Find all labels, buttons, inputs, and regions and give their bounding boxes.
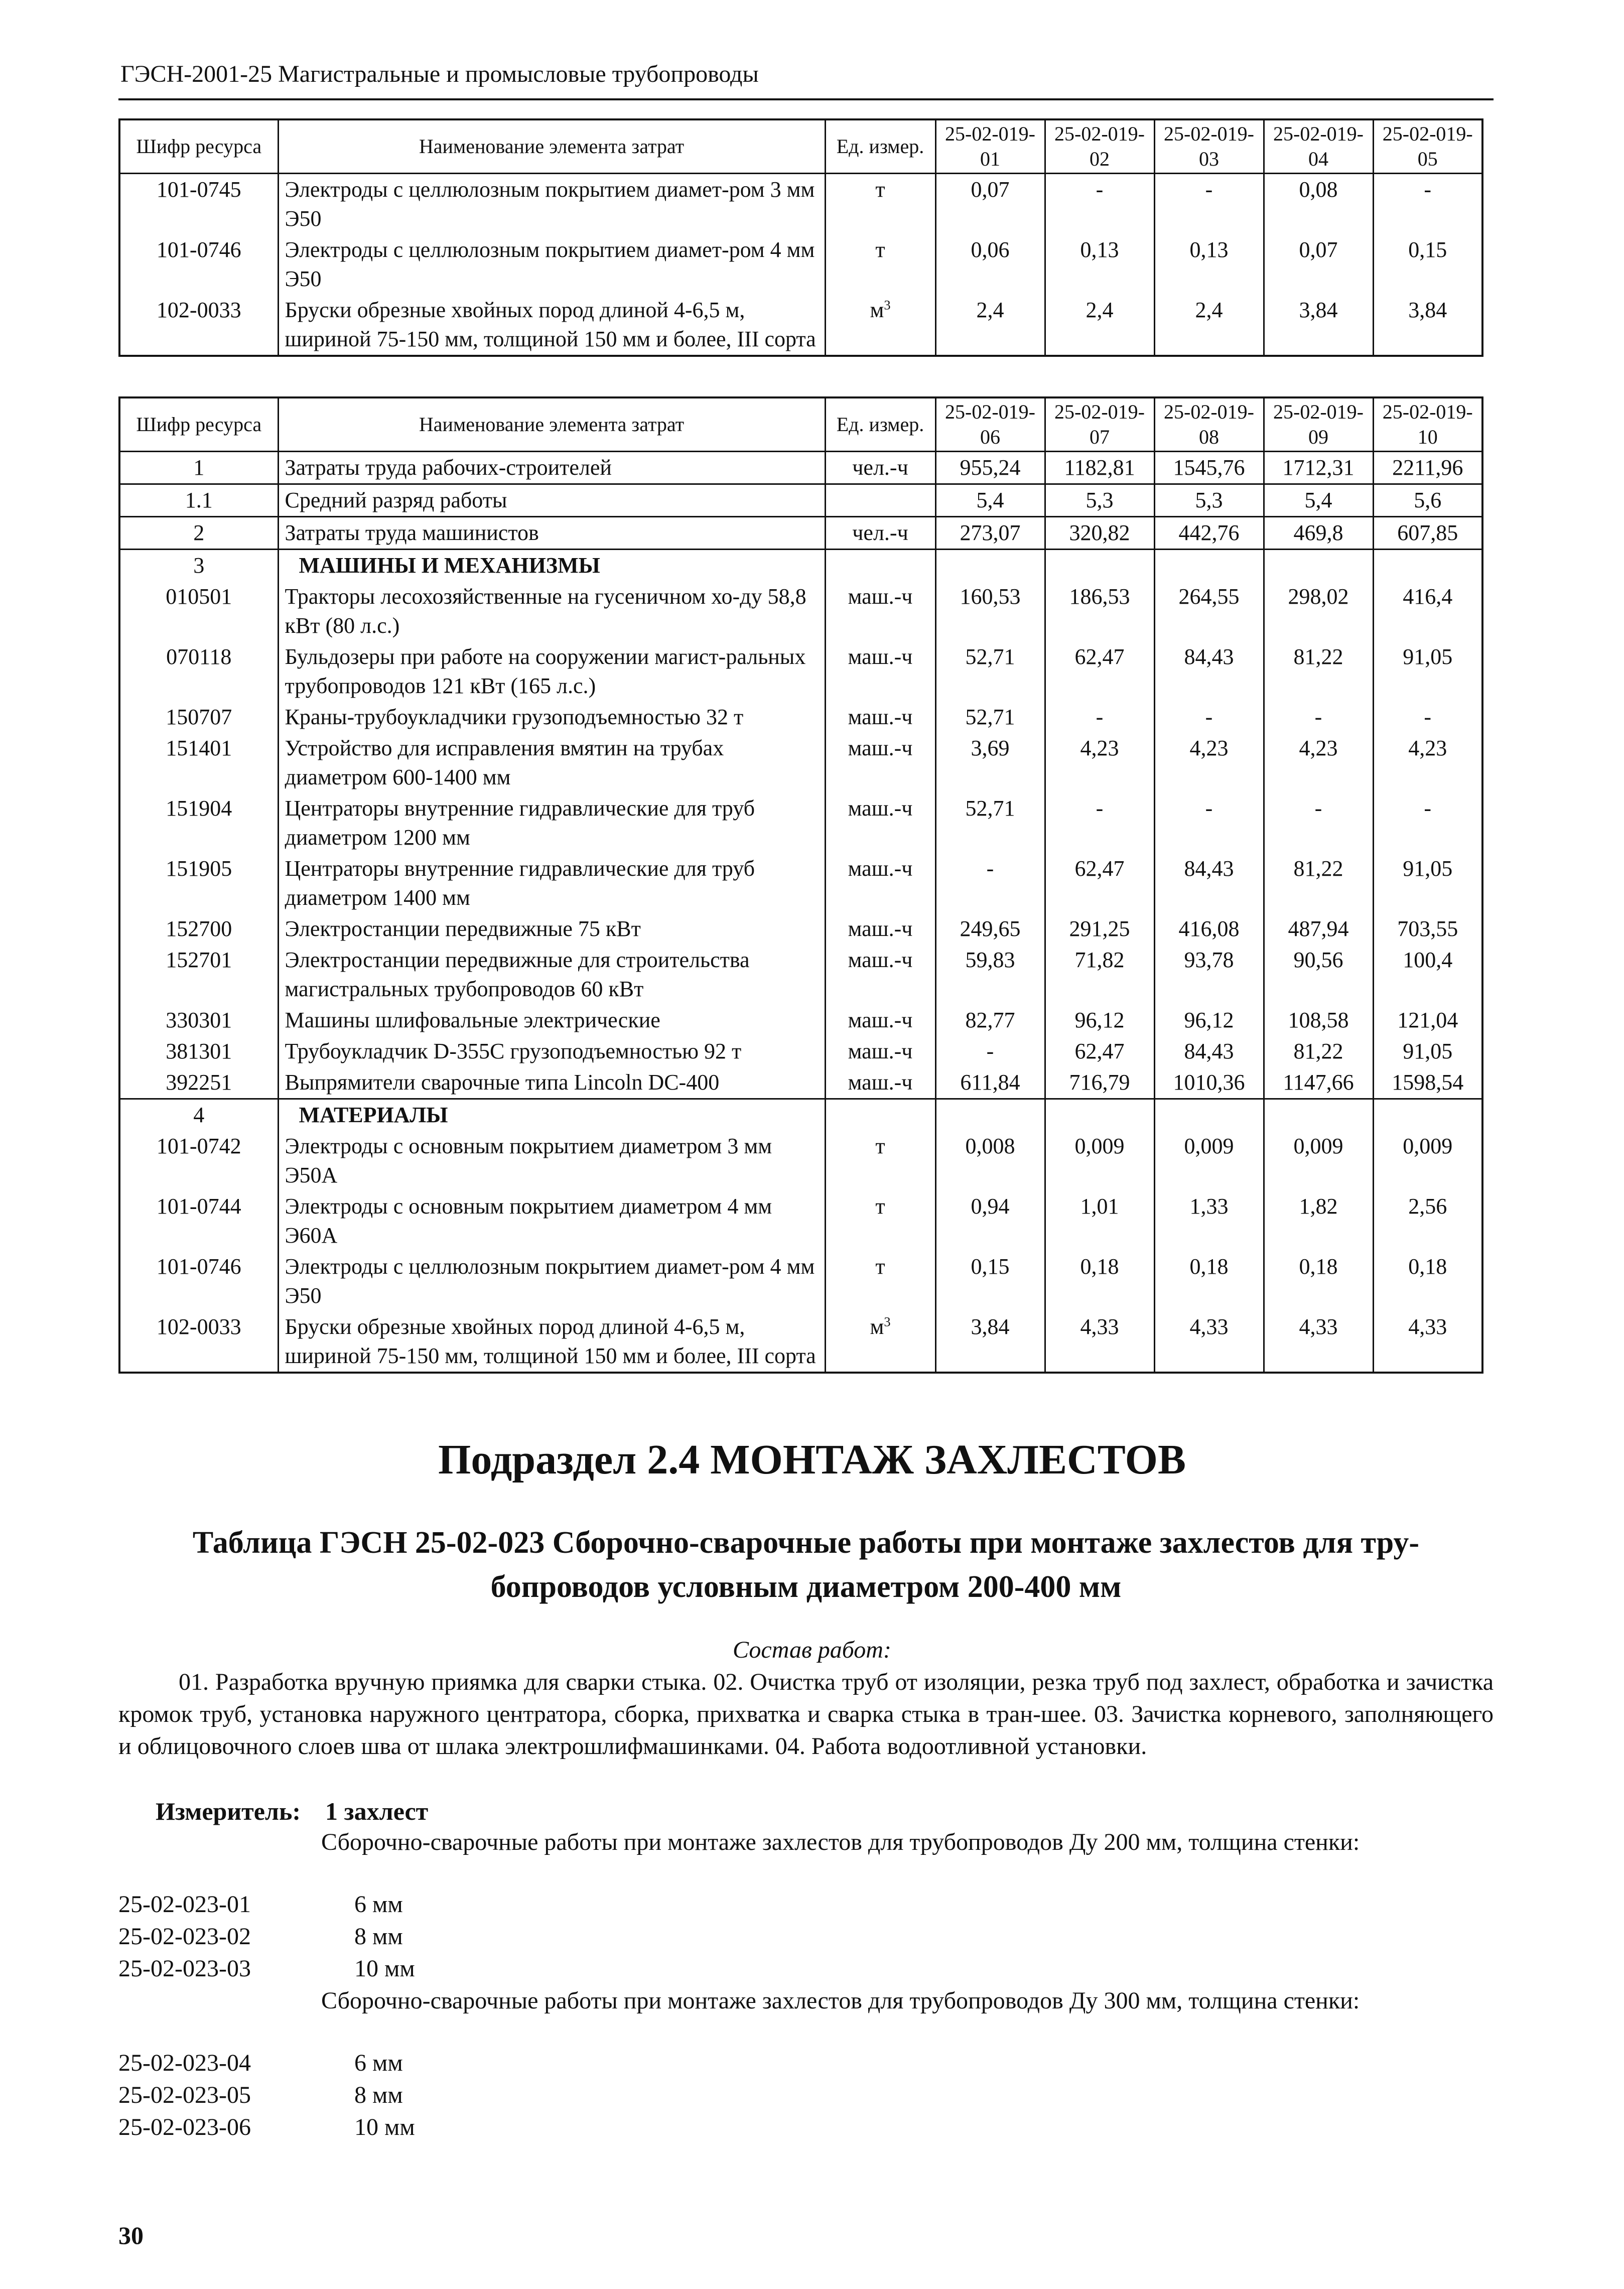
unit-cell — [825, 733, 935, 793]
value-cell: 320,82 — [1045, 517, 1154, 550]
resource-name: Тракторы лесохозяйственные на гусеничном хо-ду 58,8 кВт (80 л.с.) — [278, 581, 825, 641]
resource-name: Электростанции передвижные 75 кВт — [278, 913, 825, 945]
unit-text: маш.-ч — [848, 948, 913, 972]
table-row — [119, 1311, 1482, 1373]
empty-cell — [1154, 1099, 1264, 1131]
resource-table-1 — [118, 118, 1483, 357]
section-row — [119, 550, 1482, 582]
value-cell: 71,82 — [1045, 945, 1154, 1005]
value-cell: 4,23 — [1154, 733, 1264, 793]
work-code: 25-02-023-03 — [118, 1955, 251, 1982]
table-row — [119, 452, 1482, 484]
value-cell: 52,71 — [935, 793, 1045, 853]
table-row — [119, 484, 1482, 517]
running-header: ГЭСН-2001-25 Магистральные и промысловые трубопроводы — [120, 61, 759, 87]
resource-name: Электроды с целлюлозным покрытием диамет-ром 4 мм Э50 — [278, 234, 825, 295]
empty-cell — [1264, 1099, 1373, 1131]
resource-name: Центраторы внутренние гидравлические для труб диаметром 1200 мм — [278, 793, 825, 853]
value-cell: - — [1045, 702, 1154, 733]
unit-text: т — [875, 237, 885, 262]
resource-code: 330301 — [119, 1005, 278, 1036]
unit-superscript: 3 — [884, 297, 891, 313]
value-cell: 273,07 — [935, 517, 1045, 550]
value-cell: - — [1154, 174, 1264, 235]
unit-text: маш.-ч — [848, 644, 913, 669]
work-code-label: 6 мм — [354, 2050, 403, 2076]
value-cell: 3,69 — [935, 733, 1045, 793]
unit-cell — [825, 1311, 935, 1373]
value-cell: 0,08 — [1264, 174, 1373, 235]
value-cell: 0,06 — [935, 234, 1045, 295]
work-group-description: Сборочно-сварочные работы при монтаже захлестов для трубопроводов Ду 300 мм, толщина стенки: — [321, 1987, 1360, 2014]
value-cell: 108,58 — [1264, 1005, 1373, 1036]
header-cell: 25-02-019-02 — [1045, 119, 1154, 174]
value-cell: 4,33 — [1264, 1311, 1373, 1373]
unit-cell — [825, 1131, 935, 1191]
empty-cell — [935, 1099, 1045, 1131]
table-row — [119, 641, 1482, 702]
value-cell: 82,77 — [935, 1005, 1045, 1036]
work-code-item — [118, 2080, 403, 2111]
subsection-title: Подраздел 2.4 МОНТАЖ ЗАХЛЕСТОВ — [438, 1436, 1186, 1483]
value-cell: 90,56 — [1264, 945, 1373, 1005]
resource-name: Электроды с целлюлозным покрытием диамет-ром 3 мм Э50 — [278, 174, 825, 235]
resource-code: 150707 — [119, 702, 278, 733]
value-cell: 607,85 — [1373, 517, 1482, 550]
resource-code: 102-0033 — [119, 1311, 278, 1373]
value-cell: 0,13 — [1045, 234, 1154, 295]
unit-text: маш.-ч — [848, 916, 913, 941]
table-row — [119, 234, 1482, 295]
resource-name: Затраты труда машинистов — [278, 517, 825, 550]
unit-text: маш.-ч — [848, 705, 913, 729]
resource-code: 101-0744 — [119, 1191, 278, 1251]
value-cell: 91,05 — [1373, 641, 1482, 702]
value-cell: - — [1373, 793, 1482, 853]
empty-cell — [1045, 550, 1154, 582]
header-cell: Шифр ресурса — [119, 397, 278, 452]
value-cell: 0,009 — [1264, 1131, 1373, 1191]
value-cell: - — [1154, 793, 1264, 853]
unit-cell — [825, 295, 935, 356]
value-cell: 2,4 — [935, 295, 1045, 356]
work-code-label: 10 мм — [354, 2114, 415, 2140]
value-cell: 52,71 — [935, 702, 1045, 733]
resource-code: 1.1 — [119, 484, 278, 517]
work-code-item — [118, 1889, 403, 1920]
resource-name: Устройство для исправления вмятин на трубах диаметром 600-1400 мм — [278, 733, 825, 793]
resource-code: 101-0746 — [119, 1251, 278, 1311]
work-code-label: 10 мм — [354, 1955, 415, 1982]
resource-code: 010501 — [119, 581, 278, 641]
resource-code: 102-0033 — [119, 295, 278, 356]
value-cell: 4,23 — [1373, 733, 1482, 793]
value-cell: 611,84 — [935, 1067, 1045, 1099]
table-row — [119, 1191, 1482, 1251]
table-row — [119, 913, 1482, 945]
value-cell: 487,94 — [1264, 913, 1373, 945]
table-row — [119, 945, 1482, 1005]
value-cell: 4,33 — [1373, 1311, 1482, 1373]
resource-name: Бульдозеры при работе на сооружении магист-ральных трубопроводов 121 кВт (165 л.с.) — [278, 641, 825, 702]
value-cell: 5,3 — [1045, 484, 1154, 517]
table-row — [119, 1005, 1482, 1036]
value-cell: 160,53 — [935, 581, 1045, 641]
value-cell: 716,79 — [1045, 1067, 1154, 1099]
unit-text: маш.-ч — [848, 796, 913, 821]
unit-cell — [825, 945, 935, 1005]
table-header-row — [119, 119, 1482, 174]
resource-code: 152700 — [119, 913, 278, 945]
value-cell: 3,84 — [1373, 295, 1482, 356]
unit-text: чел.-ч — [852, 455, 908, 480]
header-cell: 25-02-019-07 — [1045, 397, 1154, 452]
value-cell: 4,23 — [1045, 733, 1154, 793]
value-cell: 416,4 — [1373, 581, 1482, 641]
header-cell: Шифр ресурса — [119, 119, 278, 174]
value-cell: 3,84 — [1264, 295, 1373, 356]
value-cell: - — [1045, 174, 1154, 235]
empty-cell — [1045, 1099, 1154, 1131]
work-code-item — [118, 2112, 415, 2143]
value-cell: 4,33 — [1154, 1311, 1264, 1373]
section-title: МАТЕРИАЛЫ — [278, 1099, 825, 1131]
table-title: Таблица ГЭСН 25-02-023 Сборочно-сварочные работы при монтаже захлестов для тру-бопроводов условным диаметром 200-400 мм — [192, 1526, 1420, 1604]
empty-cell — [1154, 550, 1264, 582]
resource-table-2 — [118, 396, 1483, 1374]
resource-code: 151401 — [119, 733, 278, 793]
resource-name: Электроды с основным покрытием диаметром 3 мм Э50А — [278, 1131, 825, 1191]
work-code-item — [118, 2048, 403, 2079]
table-row — [119, 295, 1482, 356]
value-cell: 59,83 — [935, 945, 1045, 1005]
resource-name: Бруски обрезные хвойных пород длиной 4-6,5 м, шириной 75-150 мм, толщиной 150 мм и более, III сорта — [278, 1311, 825, 1373]
table-row — [119, 702, 1482, 733]
unit-text: т — [875, 1194, 885, 1219]
resource-code: 2 — [119, 517, 278, 550]
value-cell: 1182,81 — [1045, 452, 1154, 484]
section-row — [119, 1099, 1482, 1131]
resource-name: Электроды с целлюлозным покрытием диамет-ром 4 мм Э50 — [278, 1251, 825, 1311]
unit-cell — [825, 853, 935, 913]
header-cell: Наименование элемента затрат — [278, 397, 825, 452]
value-cell: 298,02 — [1264, 581, 1373, 641]
table-header-row — [119, 397, 1482, 452]
header-cell: Наименование элемента затрат — [278, 119, 825, 174]
work-group-description: Сборочно-сварочные работы при монтаже захлестов для трубопроводов Ду 200 мм, толщина стенки: — [321, 1829, 1360, 1855]
value-cell: 0,15 — [935, 1251, 1045, 1311]
value-cell: 1010,36 — [1154, 1067, 1264, 1099]
unit-cell — [825, 484, 935, 517]
unit-cell — [825, 174, 935, 235]
value-cell: 0,07 — [1264, 234, 1373, 295]
value-cell: 5,4 — [935, 484, 1045, 517]
table-row — [119, 1067, 1482, 1099]
value-cell: 84,43 — [1154, 1036, 1264, 1067]
resource-name: Затраты труда рабочих-строителей — [278, 452, 825, 484]
unit-text: маш.-ч — [848, 1039, 913, 1063]
value-cell: - — [1264, 793, 1373, 853]
value-cell: 0,18 — [1154, 1251, 1264, 1311]
value-cell: 291,25 — [1045, 913, 1154, 945]
resource-code: 101-0745 — [119, 174, 278, 235]
header-cell: 25-02-019-03 — [1154, 119, 1264, 174]
header-cell: 25-02-019-01 — [935, 119, 1045, 174]
resource-code: 3 — [119, 550, 278, 582]
value-cell: 4,33 — [1045, 1311, 1154, 1373]
unit-cell — [825, 234, 935, 295]
work-code-item — [118, 1921, 403, 1952]
resource-code: 152701 — [119, 945, 278, 1005]
unit-cell — [825, 1191, 935, 1251]
unit-superscript: 3 — [884, 1314, 891, 1329]
work-code-label: 6 мм — [354, 1891, 403, 1918]
value-cell: 0,008 — [935, 1131, 1045, 1191]
value-cell: 81,22 — [1264, 853, 1373, 913]
work-code: 25-02-023-01 — [118, 1891, 251, 1918]
value-cell: 0,94 — [935, 1191, 1045, 1251]
resource-name: Центраторы внутренние гидравлические для труб диаметром 1400 мм — [278, 853, 825, 913]
value-cell: 62,47 — [1045, 641, 1154, 702]
unit-cell — [825, 1036, 935, 1067]
value-cell: 121,04 — [1373, 1005, 1482, 1036]
value-cell: 5,4 — [1264, 484, 1373, 517]
value-cell: 91,05 — [1373, 1036, 1482, 1067]
unit-text: чел.-ч — [852, 520, 908, 545]
table-row — [119, 793, 1482, 853]
value-cell: - — [935, 853, 1045, 913]
value-cell: - — [1373, 702, 1482, 733]
header-rule — [118, 98, 1494, 100]
measure-line — [156, 1797, 428, 1826]
unit-cell — [825, 517, 935, 550]
value-cell: 1,82 — [1264, 1191, 1373, 1251]
table-row — [119, 1036, 1482, 1067]
work-code: 25-02-023-06 — [118, 2114, 251, 2140]
value-cell: - — [1264, 702, 1373, 733]
resource-code: 381301 — [119, 1036, 278, 1067]
value-cell: 0,009 — [1045, 1131, 1154, 1191]
resource-name: Электростанции передвижные для строительства магистральных трубопроводов 60 кВт — [278, 945, 825, 1005]
empty-cell — [825, 550, 935, 582]
resource-name: Средний разряд работы — [278, 484, 825, 517]
resource-code: 4 — [119, 1099, 278, 1131]
header-cell: 25-02-019-08 — [1154, 397, 1264, 452]
header-cell: 25-02-019-09 — [1264, 397, 1373, 452]
value-cell: 249,65 — [935, 913, 1045, 945]
measure-label: Измеритель: — [156, 1797, 301, 1825]
unit-cell — [825, 1067, 935, 1099]
empty-cell — [935, 550, 1045, 582]
value-cell: 93,78 — [1154, 945, 1264, 1005]
unit-cell — [825, 581, 935, 641]
header-cell: 25-02-019-06 — [935, 397, 1045, 452]
table-row — [119, 581, 1482, 641]
unit-cell — [825, 1005, 935, 1036]
value-cell: 0,009 — [1373, 1131, 1482, 1191]
value-cell: - — [1154, 702, 1264, 733]
value-cell: 91,05 — [1373, 853, 1482, 913]
value-cell: 62,47 — [1045, 853, 1154, 913]
value-cell: 62,47 — [1045, 1036, 1154, 1067]
value-cell: 1147,66 — [1264, 1067, 1373, 1099]
value-cell: 0,18 — [1264, 1251, 1373, 1311]
value-cell: 96,12 — [1045, 1005, 1154, 1036]
unit-cell — [825, 1251, 935, 1311]
table-row — [119, 1131, 1482, 1191]
value-cell: 0,15 — [1373, 234, 1482, 295]
unit-cell — [825, 913, 935, 945]
table-row — [119, 174, 1482, 235]
value-cell: 96,12 — [1154, 1005, 1264, 1036]
value-cell: 703,55 — [1373, 913, 1482, 945]
value-cell: 5,3 — [1154, 484, 1264, 517]
value-cell: 186,53 — [1045, 581, 1154, 641]
value-cell: 442,76 — [1154, 517, 1264, 550]
unit-text: маш.-ч — [848, 1070, 913, 1095]
resource-name: Трубоукладчик D-355C грузоподъемностью 92 т — [278, 1036, 825, 1067]
value-cell: 1,01 — [1045, 1191, 1154, 1251]
measure-value: 1 захлест — [325, 1797, 429, 1825]
unit-cell — [825, 702, 935, 733]
value-cell: 84,43 — [1154, 853, 1264, 913]
resource-name: Машины шлифовальные электрические — [278, 1005, 825, 1036]
empty-cell — [1264, 550, 1373, 582]
table-row — [119, 853, 1482, 913]
unit-text: маш.-ч — [848, 856, 913, 881]
work-code: 25-02-023-04 — [118, 2050, 251, 2076]
value-cell: 0,13 — [1154, 234, 1264, 295]
section-title: МАШИНЫ И МЕХАНИЗМЫ — [278, 550, 825, 582]
unit-text: т — [875, 177, 885, 202]
value-cell: 0,18 — [1045, 1251, 1154, 1311]
work-code-label: 8 мм — [354, 1923, 403, 1950]
value-cell: 264,55 — [1154, 581, 1264, 641]
table-row — [119, 733, 1482, 793]
header-cell: Ед. измер. — [825, 119, 935, 174]
value-cell: 84,43 — [1154, 641, 1264, 702]
value-cell: 0,18 — [1373, 1251, 1482, 1311]
value-cell: 1545,76 — [1154, 452, 1264, 484]
resource-code: 151905 — [119, 853, 278, 913]
unit-text: м — [870, 298, 884, 322]
value-cell: 52,71 — [935, 641, 1045, 702]
unit-text: маш.-ч — [848, 584, 913, 609]
page-number: 30 — [118, 2221, 144, 2249]
header-cell: Ед. измер. — [825, 397, 935, 452]
empty-cell — [1373, 1099, 1482, 1131]
header-cell: 25-02-019-10 — [1373, 397, 1482, 452]
resource-code: 101-0742 — [119, 1131, 278, 1191]
value-cell: 1598,54 — [1373, 1067, 1482, 1099]
unit-cell — [825, 452, 935, 484]
resource-code: 392251 — [119, 1067, 278, 1099]
value-cell: - — [935, 1036, 1045, 1067]
value-cell: 469,8 — [1264, 517, 1373, 550]
value-cell: 2,4 — [1154, 295, 1264, 356]
unit-text: т — [875, 1134, 885, 1158]
unit-cell — [825, 793, 935, 853]
resource-code: 1 — [119, 452, 278, 484]
header-cell: 25-02-019-04 — [1264, 119, 1373, 174]
value-cell: 2,4 — [1045, 295, 1154, 356]
unit-text: м — [870, 1314, 884, 1339]
value-cell: 2,56 — [1373, 1191, 1482, 1251]
resource-name: Бруски обрезные хвойных пород длиной 4-6,5 м, шириной 75-150 мм, толщиной 150 мм и более, III сорта — [278, 295, 825, 356]
value-cell: 416,08 — [1154, 913, 1264, 945]
work-code-item — [118, 1953, 415, 1984]
value-cell: 955,24 — [935, 452, 1045, 484]
value-cell: 100,4 — [1373, 945, 1482, 1005]
value-cell: 0,07 — [935, 174, 1045, 235]
value-cell: 1712,31 — [1264, 452, 1373, 484]
table-row — [119, 1251, 1482, 1311]
resource-code: 070118 — [119, 641, 278, 702]
resource-name: Краны-трубоукладчики грузоподъемностью 32 т — [278, 702, 825, 733]
value-cell: 1,33 — [1154, 1191, 1264, 1251]
empty-cell — [1373, 550, 1482, 582]
resource-name: Выпрямители сварочные типа Lincoln DC-400 — [278, 1067, 825, 1099]
value-cell: 4,23 — [1264, 733, 1373, 793]
value-cell: 0,009 — [1154, 1131, 1264, 1191]
resource-code: 101-0746 — [119, 234, 278, 295]
work-code-label: 8 мм — [354, 2082, 403, 2108]
unit-text: маш.-ч — [848, 1008, 913, 1032]
work-code: 25-02-023-05 — [118, 2082, 251, 2108]
value-cell: 5,6 — [1373, 484, 1482, 517]
unit-cell — [825, 641, 935, 702]
resource-name: Электроды с основным покрытием диаметром 4 мм Э60А — [278, 1191, 825, 1251]
empty-cell — [825, 1099, 935, 1131]
unit-text: т — [875, 1254, 885, 1279]
value-cell: - — [1045, 793, 1154, 853]
value-cell: 81,22 — [1264, 1036, 1373, 1067]
value-cell: 3,84 — [935, 1311, 1045, 1373]
resource-code: 151904 — [119, 793, 278, 853]
unit-text: маш.-ч — [848, 736, 913, 760]
header-cell: 25-02-019-05 — [1373, 119, 1482, 174]
work-code: 25-02-023-02 — [118, 1923, 251, 1950]
composition-label: Состав работ: — [733, 1637, 891, 1663]
value-cell: - — [1373, 174, 1482, 235]
value-cell: 2211,96 — [1373, 452, 1482, 484]
composition-text: 01. Разработка вручную приямка для сварки стыка. 02. Очистка труб от изоляции, резка труб под захлест, обработка и зачистка кромок труб, установка наружного центратора, сборка, прихватка и сварка стыка в тран-шее. 03. Зачистка корневого, заполняющего и облицовочного слоев шва от шлака электрошлифмашинками. 04. Работа водоотливной установки. — [118, 1669, 1494, 1760]
value-cell: 81,22 — [1264, 641, 1373, 702]
table-row — [119, 517, 1482, 550]
